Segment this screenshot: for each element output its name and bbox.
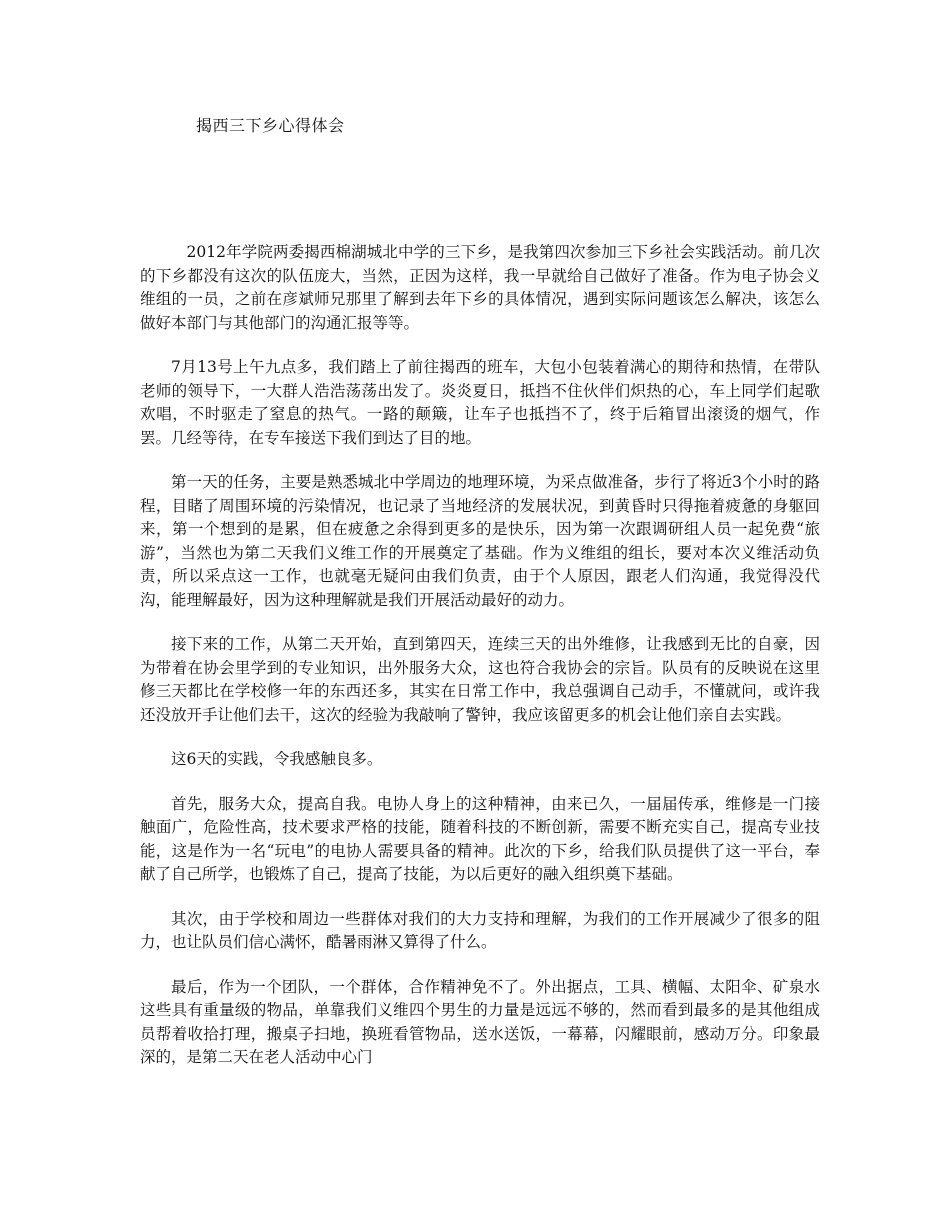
paragraph-third-point: 最后，作为一个团队，一个群体，合作精神免不了。外出据点，工具、横幅、太阳伞、矿泉水这些具有重量级的物品，单靠我们义维四个男生的力量是远远不够的，然而看到最多的是其他组成员帮着收拾打理，搬桌子扫地，换班看管物品，送水送饭，一幕幕，闪耀眼前，感动万分。印象最深的，是第二天在老人活动中心门: [140, 977, 820, 1066]
paragraph-first-point: 首先，服务大众，提高自我。电协人身上的这种精神，由来已久，一届届传承，维修是一门接触面广，危险性高，技术要求严格的技能，随着科技的不断创新，需要不断充实自己，提高专业技能，这是作为一名“玩电”的电协人需要具备的精神。此次的下乡，给我们队员提供了这一平台，奉献了自己所学，也锻炼了自己，提高了技能，为以后更好的融入组织奠下基础。: [140, 794, 820, 883]
document-body: [140, 241, 820, 1091]
document-title: 揭西三下乡心得体会: [196, 116, 345, 135]
paragraph-second-point: 其次，由于学校和周边一些群体对我们的大力支持和理解，为我们的工作开展减少了很多的阻力，也让队员们信心满怀，酷暑雨淋又算得了什么。: [140, 909, 820, 951]
paragraph-departure: 7月13号上午九点多，我们踏上了前往揭西的班车，大包小包装着满心的期待和热情，在带队老师的领导下，一大群人浩浩荡荡出发了。炎炎夏日，抵挡不住伙伴们炽热的心，车上同学们起歌欢唱，不时驱走了窒息的热气。一路的颠簸，让车子也抵挡不了，终于后箱冒出滚烫的烟气，作罢。几经等待，在专车接送下我们到达了目的地。: [140, 358, 820, 447]
paragraph-first-day: 第一天的任务，主要是熟悉城北中学周边的地理环境，为采点做准备，步行了将近3个小时的路程，目睹了周围环境的污染情况，也记录了当地经济的发展状况，到黄昏时只得拖着疲惫的身躯回来，第一个想到的是累，但在疲惫之余得到更多的是快乐，因为第一次跟调研组人员一起免费“旅游”，当然也为第二天我们义维工作的开展奠定了基础。作为义维组的组长，要对本次义维活动负责，所以采点这一工作，也就毫无疑问由我们负责，由于个人原因，跟老人们沟通，我觉得没代沟，能理解最好，因为这种理解就是我们开展活动最好的动力。: [140, 473, 820, 609]
paragraph-repair-work: 接下来的工作，从第二天开始，直到第四天，连续三天的出外维修，让我感到无比的自豪，因为带着在协会里学到的专业知识，出外服务大众，这也符合我协会的宗旨。队员有的反映说在这里修三天都比在学校修一年的东西还多，其实在日常工作中，我总强调自己动手，不懂就问，或许我还没放开手让他们去干，这次的经验为我敲响了警钟，我应该留更多的机会让他们亲自去实践。: [140, 635, 820, 724]
paragraph-reflection-intro: 这6天的实践，令我感触良多。: [171, 750, 383, 768]
paragraph-intro: 2012年学院两委揭西棉湖城北中学的三下乡，是我第四次参加三下乡社会实践活动。前几次的下乡都没有这次的队伍庞大，当然，正因为这样，我一早就给自己做好了准备。作为电子协会义维组的一员，之前在彦斌师兄那里了解到去年下乡的具体情况，遇到实际问题该怎么解决，该怎么做好本部门与其他部门的沟通汇报等等。: [140, 243, 820, 332]
